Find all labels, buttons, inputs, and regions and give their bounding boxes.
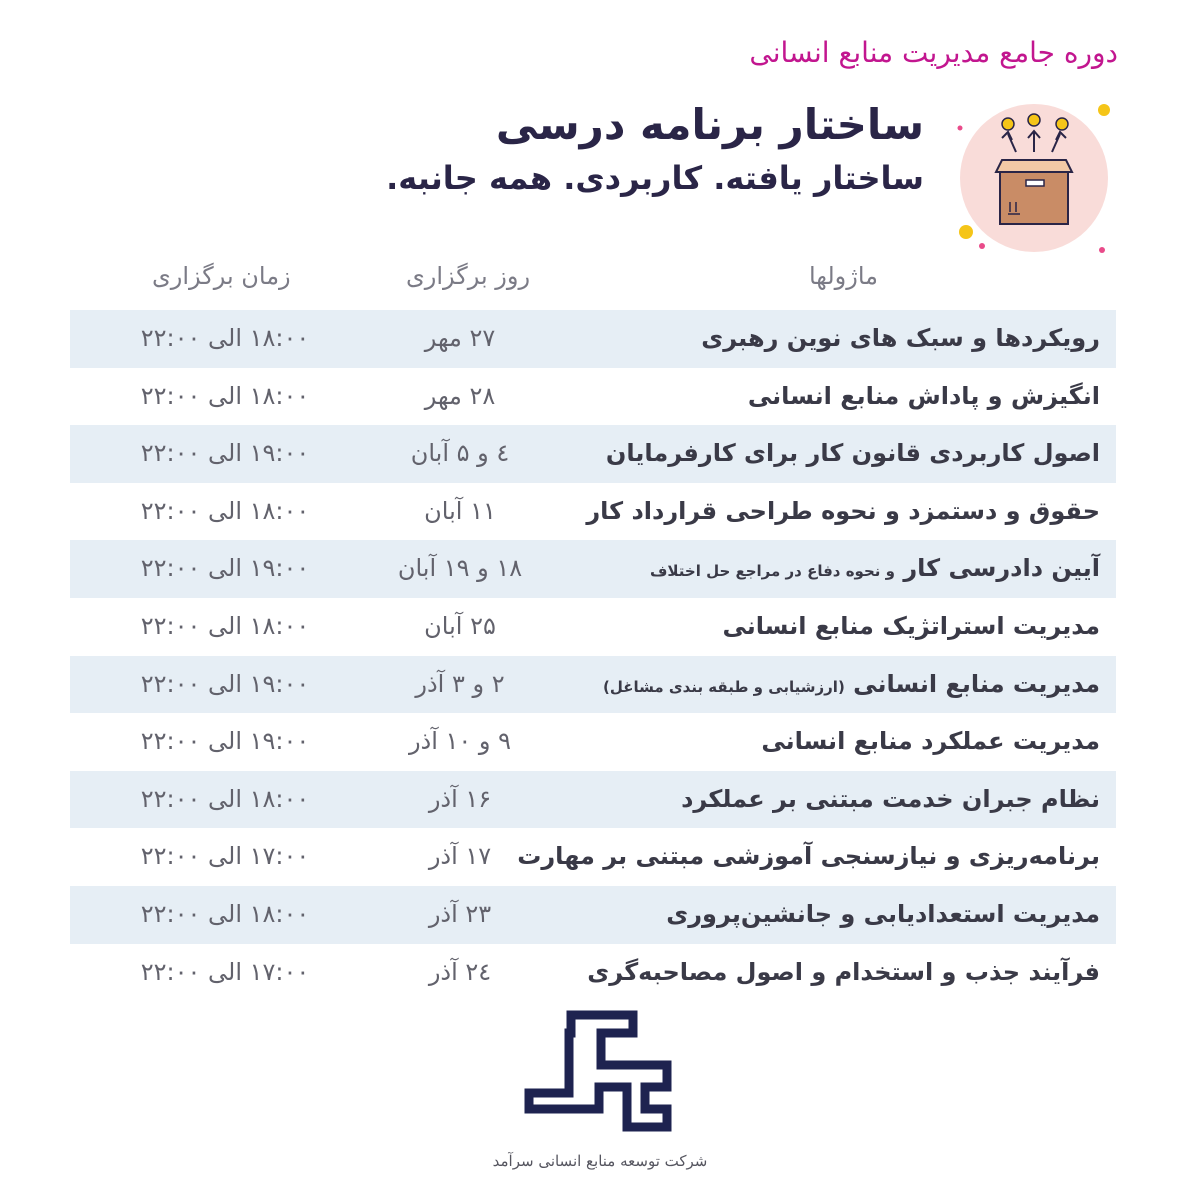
day-cell: ۱۸ و ۱۹ آبان [397,554,523,583]
day-cell: ۱۱ آبان [424,496,496,525]
time-cell: ۱۸:۰۰ الی ۲۲:۰۰ [140,784,310,813]
course-title: دوره جامع مدیریت منابع انسانی [749,36,1118,69]
company-logo-icon [515,1005,685,1135]
day-cell: ۲۳ آذر [428,899,492,928]
day-cell: ۲٤ آذر [428,957,492,986]
table-row [70,713,1116,771]
table-header [70,262,1116,298]
module-cell: حقوق و دستمزد و نحوه طراحی قرارداد کار [586,496,1100,525]
time-cell: ۱۸:۰۰ الی ۲۲:۰۰ [140,496,310,525]
header-time: زمان برگزاری [152,262,291,290]
table-row [70,368,1116,426]
module-cell: مدیریت عملکرد منابع انسانی [761,727,1100,756]
time-cell: ۱۸:۰۰ الی ۲۲:۰۰ [140,611,310,640]
day-cell: ۱۶ آذر [428,784,492,813]
table-row [70,886,1116,944]
table-row [70,828,1116,886]
day-cell: ۹ و ۱۰ آذر [408,727,512,756]
time-cell: ۱۷:۰۰ الی ۲۲:۰۰ [140,842,310,871]
table-row [70,540,1116,598]
headline-main: ساختار برنامه درسی [490,100,930,150]
day-cell: ۲۷ مهر [424,324,496,352]
time-cell: ۱۹:۰۰ الی ۲۲:۰۰ [140,727,310,756]
module-cell: انگیزش و پاداش منابع انسانی [747,381,1100,410]
table-row [70,425,1116,483]
box-with-arrows-icon [956,100,1112,256]
headline-sub: ساختار یافته. کاربردی. همه جانبه. [380,158,930,198]
module-cell: فرآیند جذب و استخدام و اصول مصاحبه‌گری [587,957,1100,986]
time-cell: ۱۸:۰۰ الی ۲۲:۰۰ [140,381,310,410]
module-cell: مدیریت استراتژیک منابع انسانی [722,611,1100,640]
time-cell: ۱۸:۰۰ الی ۲۲:۰۰ [140,324,310,352]
time-cell: ۱۹:۰۰ الی ۲۲:۰۰ [140,554,310,583]
table-row [70,771,1116,829]
module-cell: برنامه‌ریزی و نیازسنجی آموزشی مبتنی بر مهارت [517,842,1100,871]
table-row [70,310,1116,368]
table-row [70,656,1116,714]
time-cell: ۱۸:۰۰ الی ۲۲:۰۰ [140,899,310,928]
day-cell: ٤ و ۵ آبان [410,439,510,468]
day-cell: ۱۷ آذر [428,842,492,871]
time-cell: ۱۹:۰۰ الی ۲۲:۰۰ [140,669,310,698]
table-row [70,944,1116,1002]
logo-caption: شرکت توسعه منابع انسانی سرآمد [492,1152,708,1170]
header-day: روز برگزاری [406,262,531,290]
module-cell: اصول کاربردی قانون کار برای کارفرمایان [605,439,1100,468]
module-cell: آیین دادرسی کار و نحوه دفاع در مراجع حل اختلاف [649,554,1100,583]
day-cell: ۲ و ۳ آذر [415,669,505,698]
module-cell: رویکردها و سبک های نوین رهبری [701,324,1100,352]
day-cell: ۲۸ مهر [424,381,496,410]
module-cell: نظام جبران خدمت مبتنی بر عملکرد [681,784,1100,813]
schedule-table [70,310,1116,1001]
module-cell: مدیریت استعدادیابی و جانشین‌پروری [666,899,1100,928]
headline [380,100,930,198]
day-cell: ۲۵ آبان [424,611,496,640]
time-cell: ۱۷:۰۰ الی ۲۲:۰۰ [140,957,310,986]
time-cell: ۱۹:۰۰ الی ۲۲:۰۰ [140,439,310,468]
module-cell: مدیریت منابع انسانی (ارزشیابی و طبقه بندی مشاغل) [603,669,1100,698]
table-row [70,483,1116,541]
table-row [70,598,1116,656]
header-modules: ماژولها [808,262,878,290]
